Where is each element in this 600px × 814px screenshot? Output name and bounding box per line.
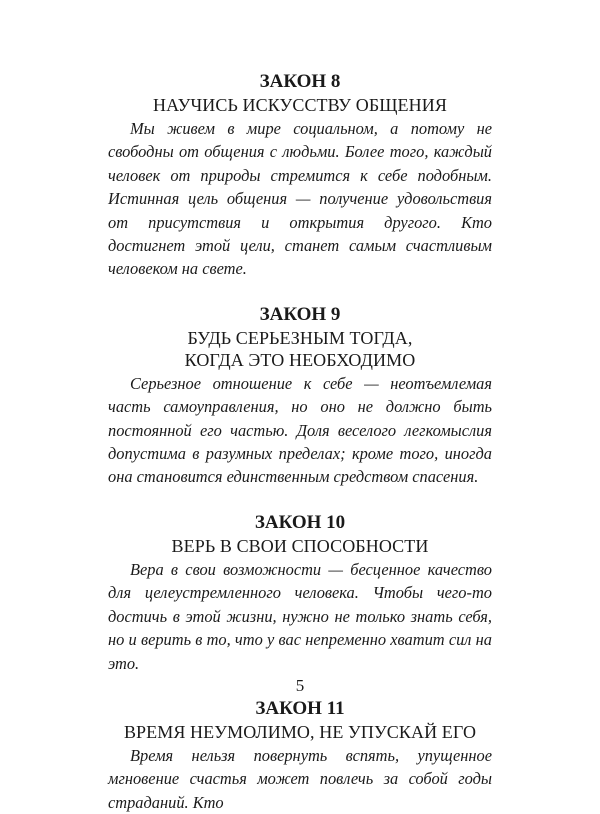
law-subtitle: ВРЕМЯ НЕУМОЛИМО, НЕ УПУСКАЙ ЕГО xyxy=(123,721,477,742)
law-9-section xyxy=(108,303,492,489)
law-subtitle-line-1: БУДЬ СЕРЬЕЗНЫМ ТОГДА, xyxy=(187,327,413,348)
law-subtitle: НАУЧИСЬ ИСКУССТВУ ОБЩЕНИЯ xyxy=(153,95,447,115)
law-body-text: Время нельзя повернуть вспять, упущенное мгновение счастья может повлечь за собой годы страданий. Кто xyxy=(108,745,492,812)
law-10-section xyxy=(108,511,492,675)
law-title: ЗАКОН 9 xyxy=(259,303,341,325)
law-body-text: Серьезное отношение к себе — неотъемлемая часть самоуправления, но оно не должно быть постоянной его частью. Доля веселого легкомыслия допустима в разумных пределах; кроме того, иногда она становится единственным средством спасения. xyxy=(108,373,492,487)
law-11-section xyxy=(108,697,492,814)
page-number: 5 xyxy=(295,676,305,695)
law-subtitle: ВЕРЬ В СВОИ СПОСОБНОСТИ xyxy=(171,535,429,556)
law-body-text: Вера в свои возможности — бесценное качество для целеустремленного человека. Чтобы чего-то достичь в этой жизни, нужно не только знать себя, но и верить в то, что у вас непременно хватит сил на это. xyxy=(108,559,492,673)
law-8-section xyxy=(108,70,492,281)
law-title: ЗАКОН 11 xyxy=(255,697,345,719)
law-title: ЗАКОН 10 xyxy=(254,511,346,533)
law-title: ЗАКОН 8 xyxy=(259,71,341,92)
law-subtitle-line-2: КОГДА ЭТО НЕОБХОДИМО xyxy=(184,349,416,370)
law-body-text: Мы живем в мире социальном, а потому не свободны от общения с людьми. Более того, каждый человек от природы стремится к себе подобным. Истинная цель общения — получение удовольствия от присутствия и открытия другого. Кто достигнет этой цели, станет самым счастливым человеком на свете. xyxy=(108,119,492,279)
